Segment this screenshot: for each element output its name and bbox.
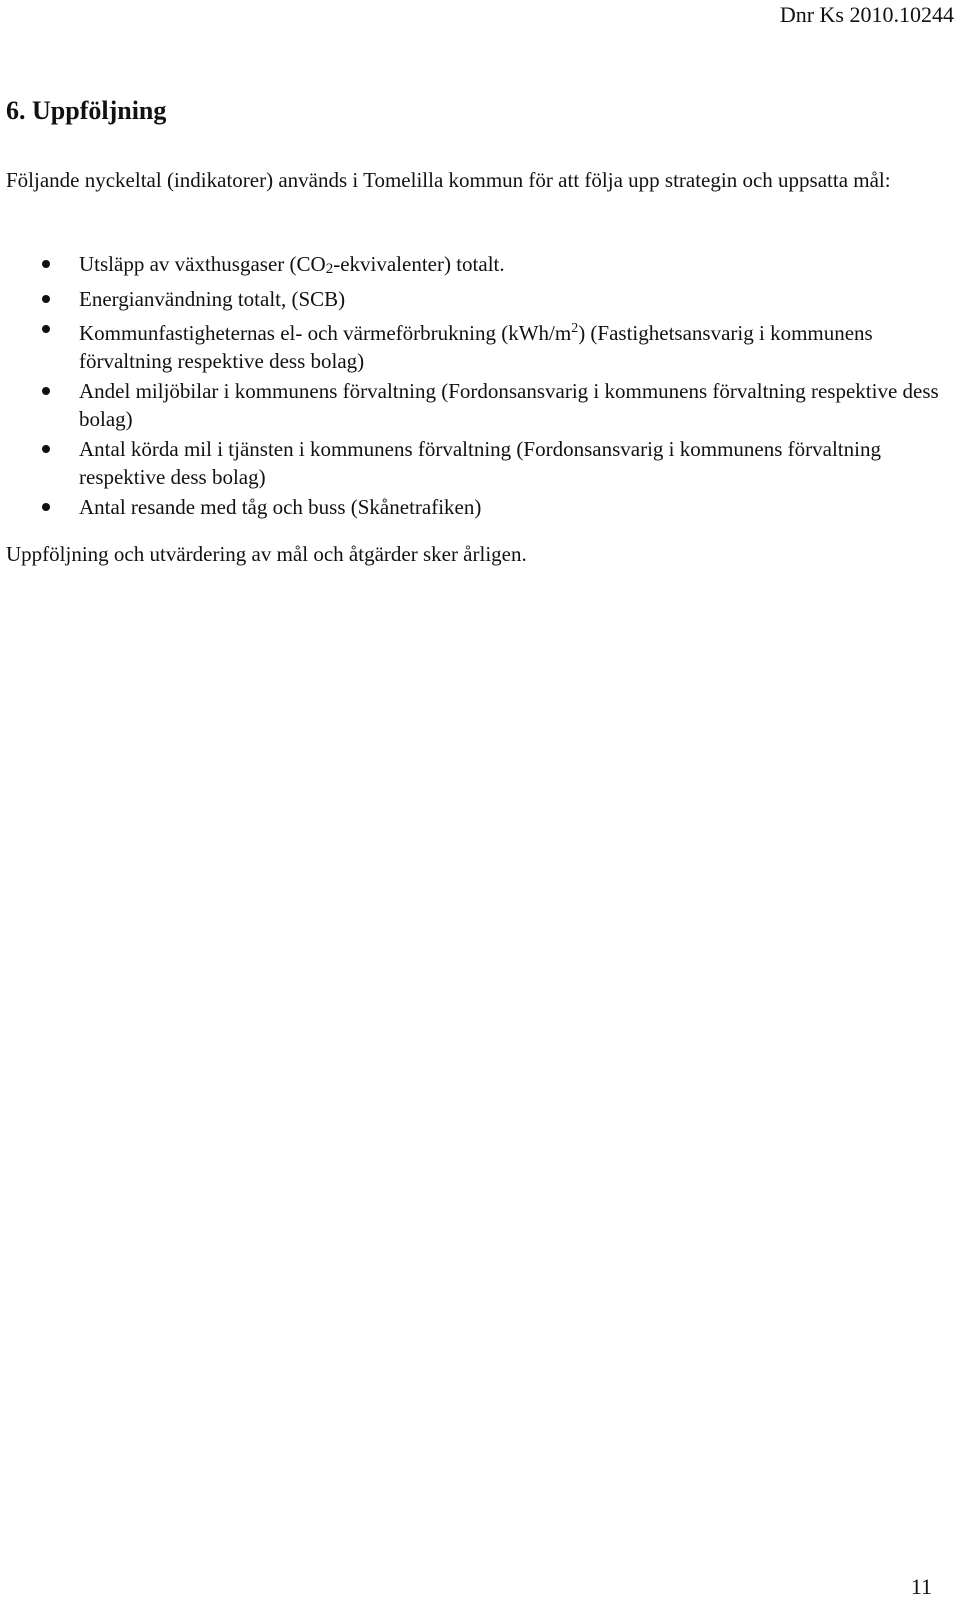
indicator-list	[0, 250, 940, 523]
list-item-text	[79, 252, 505, 276]
list-item	[0, 315, 940, 375]
superscript: 2	[571, 321, 579, 336]
list-item-text-end: ) (Fastighetsansvarig i kommunens förvaltning respektive dess bolag)	[79, 321, 873, 373]
page-number: 11	[910, 1574, 932, 1599]
bullet-icon	[42, 445, 50, 453]
list-item-text: Antal körda mil i tjänsten i kommunens förvaltning (Fordonsansvarig i kommunens förvaltning respektive dess bolag)	[79, 437, 881, 489]
intro-paragraph: Följande nyckeltal (indikatorer) används i Tomelilla kommun för att följa upp strategin och uppsatta mål:	[6, 168, 891, 192]
bullet-icon	[42, 387, 50, 395]
list-item-text	[79, 321, 873, 373]
list-item	[0, 493, 940, 521]
list-item-text: Antal resande med tåg och buss (Skånetrafiken)	[79, 495, 482, 519]
list-item-text: Energianvändning totalt, (SCB)	[79, 287, 346, 311]
closing-paragraph: Uppföljning och utvärdering av mål och åtgärder sker årligen.	[6, 542, 527, 566]
list-item-text-end: -ekvivalenter) totalt.	[333, 252, 505, 276]
list-item	[0, 285, 940, 313]
list-item	[0, 250, 940, 283]
bullet-icon	[42, 295, 50, 303]
list-item	[0, 377, 940, 433]
bullet-icon	[42, 260, 50, 268]
section-heading: 6. Uppföljning	[6, 96, 167, 125]
subscript: 2	[325, 261, 334, 277]
list-item-text-start: Utsläpp av växthusgaser (CO	[79, 252, 326, 276]
bullet-icon	[42, 503, 50, 511]
bullet-icon	[42, 325, 50, 333]
list-item-text-start: Kommunfastigheternas el- och värmeförbrukning (kWh/m	[79, 321, 572, 345]
list-item-text: Andel miljöbilar i kommunens förvaltning (Fordonsansvarig i kommunens förvaltning respektive dess bolag)	[79, 379, 939, 431]
document-reference-number: Dnr Ks 2010.10244	[779, 2, 954, 27]
list-item	[0, 435, 940, 491]
